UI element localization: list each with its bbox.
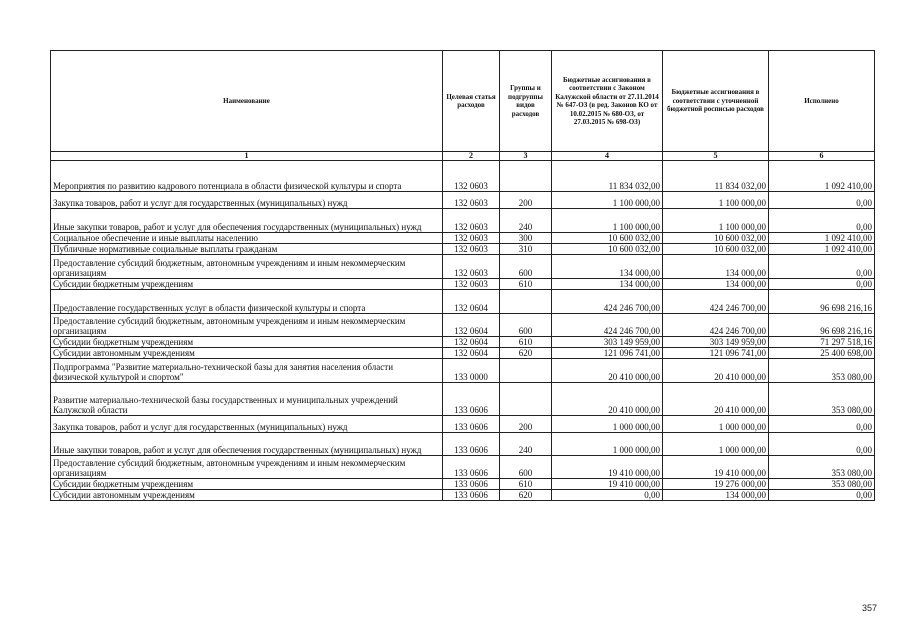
table-row — [51, 456, 875, 479]
row-law-allocation: 424 246 700,00 — [552, 290, 663, 314]
row-executed: 96 698 216,16 — [769, 290, 875, 314]
table-row — [51, 290, 875, 314]
row-expense-group: 240 — [500, 433, 552, 456]
row-law-allocation: 20 410 000,00 — [552, 383, 663, 416]
row-target-article: 133 0606 — [443, 479, 500, 490]
row-name: Развитие материально-технической базы государственных и муниципальных учреждений Калужской области — [51, 383, 443, 416]
row-name: Социальное обеспечение и иные выплаты населению — [51, 233, 443, 244]
row-executed: 0,00 — [769, 209, 875, 233]
row-refined-allocation: 19 410 000,00 — [663, 456, 769, 479]
table-row — [51, 359, 875, 383]
row-name: Иные закупки товаров, работ и услуг для обеспечения государственных (муниципальных) нужд — [51, 209, 443, 233]
row-executed: 0,00 — [769, 255, 875, 279]
table-row — [51, 490, 875, 501]
row-expense-group: 620 — [500, 348, 552, 359]
row-target-article: 132 0604 — [443, 337, 500, 348]
row-law-allocation: 303 149 959,00 — [552, 337, 663, 348]
row-expense-group: 610 — [500, 279, 552, 290]
row-refined-allocation: 1 100 000,00 — [663, 209, 769, 233]
header-target-article: Целевая статья расходов — [443, 51, 500, 152]
row-refined-allocation: 1 100 000,00 — [663, 192, 769, 209]
row-name: Иные закупки товаров, работ и услуг для обеспечения государственных (муниципальных) нужд — [51, 433, 443, 456]
row-name: Предоставление субсидий бюджетным, автономным учреждениям и иным некоммерческим организациям — [51, 314, 443, 337]
row-expense-group: 610 — [500, 337, 552, 348]
row-expense-group: 600 — [500, 314, 552, 337]
table-body — [51, 161, 875, 501]
row-executed: 353 080,00 — [769, 456, 875, 479]
row-law-allocation: 10 600 032,00 — [552, 244, 663, 255]
row-expense-group: 600 — [500, 255, 552, 279]
row-executed: 25 400 698,00 — [769, 348, 875, 359]
header-expense-groups: Группы и подгруппы видов расходов — [500, 51, 552, 152]
row-refined-allocation: 1 000 000,00 — [663, 433, 769, 456]
row-name: Предоставление субсидий бюджетным, автономным учреждениям и иным некоммерческим организациям — [51, 456, 443, 479]
row-refined-allocation: 121 096 741,00 — [663, 348, 769, 359]
row-law-allocation: 19 410 000,00 — [552, 479, 663, 490]
row-target-article: 132 0603 — [443, 161, 500, 192]
row-target-article: 132 0603 — [443, 209, 500, 233]
row-law-allocation: 1 100 000,00 — [552, 209, 663, 233]
row-expense-group: 300 — [500, 233, 552, 244]
row-law-allocation: 424 246 700,00 — [552, 314, 663, 337]
row-target-article: 132 0603 — [443, 279, 500, 290]
row-law-allocation: 134 000,00 — [552, 279, 663, 290]
row-name: Предоставление государственных услуг в области физической культуры и спорта — [51, 290, 443, 314]
row-expense-group: 200 — [500, 416, 552, 433]
column-number: 2 — [443, 152, 500, 161]
row-name: Подпрограмма "Развитие материально-технической базы для занятия населения области физической культурой и спортом" — [51, 359, 443, 383]
row-law-allocation: 1 000 000,00 — [552, 416, 663, 433]
row-executed: 71 297 518,16 — [769, 337, 875, 348]
row-law-allocation: 134 000,00 — [552, 255, 663, 279]
row-expense-group — [500, 290, 552, 314]
row-law-allocation: 0,00 — [552, 490, 663, 501]
row-refined-allocation: 19 276 000,00 — [663, 479, 769, 490]
header-executed: Исполнено — [769, 51, 875, 152]
row-law-allocation: 19 410 000,00 — [552, 456, 663, 479]
row-executed: 0,00 — [769, 490, 875, 501]
row-expense-group: 620 — [500, 490, 552, 501]
row-refined-allocation: 10 600 032,00 — [663, 233, 769, 244]
table-row — [51, 192, 875, 209]
row-target-article: 132 0603 — [443, 244, 500, 255]
row-expense-group: 240 — [500, 209, 552, 233]
row-executed: 1 092 410,00 — [769, 233, 875, 244]
header-name: Наименование — [51, 51, 443, 152]
row-name: Субсидии бюджетным учреждениям — [51, 337, 443, 348]
table-header — [51, 51, 875, 161]
table-row — [51, 383, 875, 416]
table-row — [51, 416, 875, 433]
column-number: 4 — [552, 152, 663, 161]
row-executed: 353 080,00 — [769, 359, 875, 383]
row-refined-allocation: 1 000 000,00 — [663, 416, 769, 433]
row-name: Мероприятия по развитию кадрового потенциала в области физической культуры и спорта — [51, 161, 443, 192]
row-refined-allocation: 424 246 700,00 — [663, 314, 769, 337]
table-row — [51, 255, 875, 279]
row-expense-group — [500, 383, 552, 416]
row-refined-allocation: 134 000,00 — [663, 279, 769, 290]
column-number: 3 — [500, 152, 552, 161]
row-refined-allocation: 303 149 959,00 — [663, 337, 769, 348]
table-row — [51, 209, 875, 233]
column-number-row — [51, 152, 875, 161]
row-refined-allocation: 20 410 000,00 — [663, 383, 769, 416]
table-row — [51, 161, 875, 192]
table-row — [51, 433, 875, 456]
row-expense-group: 310 — [500, 244, 552, 255]
table-row — [51, 479, 875, 490]
table-row — [51, 244, 875, 255]
row-name: Субсидии бюджетным учреждениям — [51, 279, 443, 290]
row-target-article: 132 0604 — [443, 314, 500, 337]
row-refined-allocation: 424 246 700,00 — [663, 290, 769, 314]
column-number: 1 — [51, 152, 443, 161]
row-law-allocation: 10 600 032,00 — [552, 233, 663, 244]
row-expense-group: 610 — [500, 479, 552, 490]
row-executed: 0,00 — [769, 192, 875, 209]
row-executed: 1 092 410,00 — [769, 161, 875, 192]
row-target-article: 133 0606 — [443, 416, 500, 433]
row-target-article: 132 0604 — [443, 348, 500, 359]
row-executed: 0,00 — [769, 416, 875, 433]
row-target-article: 133 0606 — [443, 456, 500, 479]
row-expense-group — [500, 359, 552, 383]
row-expense-group: 600 — [500, 456, 552, 479]
row-refined-allocation: 134 000,00 — [663, 490, 769, 501]
table-row — [51, 314, 875, 337]
row-name: Предоставление субсидий бюджетным, автономным учреждениям и иным некоммерческим организациям — [51, 255, 443, 279]
row-name: Субсидии бюджетным учреждениям — [51, 479, 443, 490]
row-refined-allocation: 20 410 000,00 — [663, 359, 769, 383]
header-law-allocations: Бюджетные ассигнования в соответствии с Законом Калужской области от 27.11.2014 № 647-ОЗ (в ред. Законов КО от 10.02.2015 № 680-ОЗ, от 27.03.2015 № 698-ОЗ) — [552, 51, 663, 152]
row-refined-allocation: 134 000,00 — [663, 255, 769, 279]
header-row — [51, 51, 875, 152]
row-name: Субсидии автономным учреждениям — [51, 490, 443, 501]
row-law-allocation: 11 834 032,00 — [552, 161, 663, 192]
row-executed: 0,00 — [769, 279, 875, 290]
table-row — [51, 348, 875, 359]
row-name: Закупка товаров, работ и услуг для государственных (муниципальных) нужд — [51, 192, 443, 209]
row-law-allocation: 1 100 000,00 — [552, 192, 663, 209]
row-name: Публичные нормативные социальные выплаты гражданам — [51, 244, 443, 255]
row-law-allocation: 20 410 000,00 — [552, 359, 663, 383]
row-law-allocation: 1 000 000,00 — [552, 433, 663, 456]
row-executed: 96 698 216,16 — [769, 314, 875, 337]
row-target-article: 133 0606 — [443, 433, 500, 456]
row-target-article: 132 0604 — [443, 290, 500, 314]
row-executed: 1 092 410,00 — [769, 244, 875, 255]
table-row — [51, 233, 875, 244]
row-target-article: 133 0606 — [443, 490, 500, 501]
row-refined-allocation: 11 834 032,00 — [663, 161, 769, 192]
row-expense-group — [500, 161, 552, 192]
row-target-article: 132 0603 — [443, 233, 500, 244]
column-number: 6 — [769, 152, 875, 161]
row-target-article: 133 0000 — [443, 359, 500, 383]
column-number: 5 — [663, 152, 769, 161]
row-executed: 353 080,00 — [769, 383, 875, 416]
row-target-article: 132 0603 — [443, 192, 500, 209]
row-name: Закупка товаров, работ и услуг для государственных (муниципальных) нужд — [51, 416, 443, 433]
table-row — [51, 337, 875, 348]
row-expense-group: 200 — [500, 192, 552, 209]
row-target-article: 133 0606 — [443, 383, 500, 416]
row-law-allocation: 121 096 741,00 — [552, 348, 663, 359]
page-number: 357 — [862, 603, 878, 613]
header-refined-allocations: Бюджетные ассигнования в соответствии с уточненной бюджетной росписью расходов — [663, 51, 769, 152]
row-executed: 0,00 — [769, 433, 875, 456]
budget-table — [50, 50, 875, 501]
table-row — [51, 279, 875, 290]
row-target-article: 132 0603 — [443, 255, 500, 279]
row-name: Субсидии автономным учреждениям — [51, 348, 443, 359]
row-refined-allocation: 10 600 032,00 — [663, 244, 769, 255]
row-executed: 353 080,00 — [769, 479, 875, 490]
